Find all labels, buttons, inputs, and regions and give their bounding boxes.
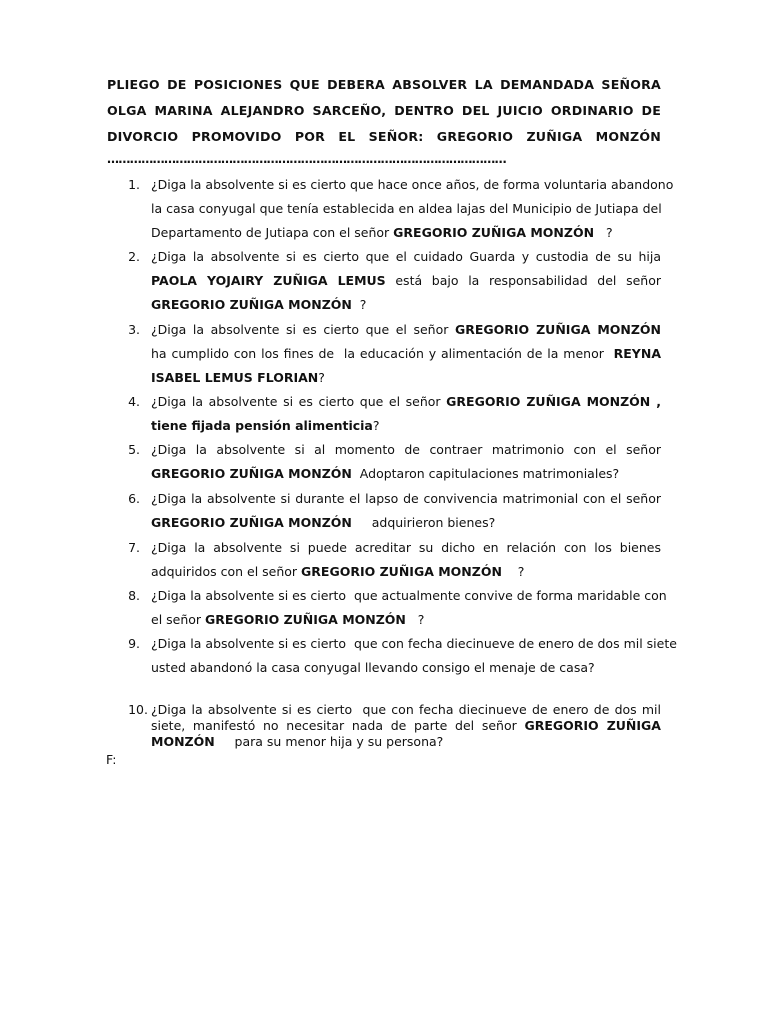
question-number: 8. <box>128 588 140 603</box>
question-text-segment: adquirieron bienes? <box>351 515 496 530</box>
question-text <box>151 584 667 632</box>
question-number: 1. <box>128 177 140 192</box>
question-line <box>151 718 661 734</box>
question-number: 9. <box>128 636 140 651</box>
question-text-segment: ¿Diga la absolvente si es cierto que el señor <box>151 322 455 337</box>
question-text-segment: ? <box>351 297 367 312</box>
question-text <box>151 632 677 680</box>
question-line <box>151 462 661 486</box>
footer-signature-label: F: <box>106 752 117 767</box>
question-line <box>151 414 661 438</box>
question-text-segment: ¿Diga la absolvente si puede acreditar su dicho en relación con los bienes <box>151 540 661 555</box>
question-line <box>151 366 661 390</box>
question-number: 6. <box>128 491 140 506</box>
question-line <box>151 511 661 535</box>
bold-name-text: GREGORIO ZUÑIGA MONZÓN <box>393 225 595 240</box>
bold-name-text: GREGORIO ZUÑIGA MONZÓN <box>151 466 352 481</box>
question-text-segment: Adoptaron capitulaciones matrimoniales? <box>351 466 620 481</box>
question-line <box>151 702 661 718</box>
question-text-segment: ? <box>318 370 325 385</box>
title-line: DIVORCIO PROMOVIDO POR EL SEÑOR: GREGORIO ZUÑIGA MONZÓN <box>107 129 661 144</box>
question-text-segment: ¿Diga la absolvente si durante el lapso de convivencia matrimonial con el señor <box>151 491 661 506</box>
question-line <box>151 584 667 608</box>
bold-name-text: ISABEL LEMUS FLORIAN <box>151 370 319 385</box>
question-text-segment: ? <box>405 612 425 627</box>
bold-name-text: PAOLA YOJAIRY ZUÑIGA LEMUS <box>151 273 386 288</box>
question-text <box>151 245 661 317</box>
question-number: 10. <box>128 702 148 717</box>
bold-name-text: REYNA <box>613 346 661 361</box>
question-line <box>151 293 661 317</box>
question-text-segment: Departamento de Jutiapa con el señor <box>151 225 394 240</box>
question-text-segment: adquiridos con el señor <box>151 564 302 579</box>
question-line <box>151 536 661 560</box>
question-number: 2. <box>128 249 140 264</box>
bold-name-text: GREGORIO ZUÑIGA MONZÓN <box>301 564 502 579</box>
question-text-segment: ¿Diga la absolvente si es cierto que con fecha diecinueve de enero de dos mil <box>151 702 661 717</box>
question-text-segment: ¿Diga la absolvente si al momento de contraer matrimonio con el señor <box>151 442 661 457</box>
question-line <box>151 438 661 462</box>
question-line <box>151 632 677 656</box>
bold-name-text: GREGORIO ZUÑIGA MONZÓN , <box>446 394 661 409</box>
question-line <box>151 342 661 366</box>
question-text-segment: ¿Diga la absolvente si es cierto que el señor <box>151 394 447 409</box>
question-text-segment: ¿Diga la absolvente si es cierto que el cuidado Guarda y custodia de su hija <box>151 249 661 264</box>
question-text-segment: ¿Diga la absolvente si es cierto que actualmente convive de forma maridable con <box>151 588 667 603</box>
question-number: 7. <box>128 540 140 555</box>
question-text-segment: ? <box>372 418 380 433</box>
question-number: 3. <box>128 322 140 337</box>
bold-name-text: GREGORIO ZUÑIGA <box>524 718 661 733</box>
bold-name-text: GREGORIO ZUÑIGA MONZÓN <box>151 297 352 312</box>
question-text-segment: el señor <box>151 612 206 627</box>
question-text-segment: ¿Diga la absolvente si es cierto que hace once años, de forma voluntaria abandono <box>151 177 674 192</box>
bold-name-text: tiene fijada pensión alimenticia <box>151 418 373 433</box>
question-text-segment: siete, manifestó no necesitar nada de parte del señor <box>151 718 525 733</box>
bold-name-text: GREGORIO ZUÑIGA MONZÓN <box>205 612 406 627</box>
question-text <box>151 487 661 535</box>
question-text <box>151 318 661 390</box>
question-text-segment: usted abandonó la casa conyugal llevando consigo el menaje de casa? <box>151 660 595 675</box>
question-line <box>151 173 674 197</box>
title-line: OLGA MARINA ALEJANDRO SARCEÑO, DENTRO DEL JUICIO ORDINARIO DE <box>107 103 661 118</box>
question-line <box>151 245 661 269</box>
question-line <box>151 318 661 342</box>
question-text-segment: ha cumplido con los fines de la educación y alimentación de la menor <box>151 346 614 361</box>
question-line <box>151 197 661 221</box>
question-text-segment: la casa conyugal que tenía establecida en aldea lajas del Municipio de Jutiapa del <box>151 201 662 216</box>
question-text-segment: ? <box>501 564 525 579</box>
question-text <box>151 702 661 750</box>
question-text-segment: ? <box>594 225 613 240</box>
question-text-segment: para su menor hija y su persona? <box>214 734 444 749</box>
dotted-separator: …………………………………………………………………………………………… <box>107 152 507 166</box>
question-text <box>151 390 661 438</box>
question-line <box>151 608 661 632</box>
bold-name-text: GREGORIO ZUÑIGA MONZÓN <box>454 322 661 337</box>
question-line <box>151 734 661 750</box>
question-text <box>151 536 661 584</box>
question-number: 5. <box>128 442 140 457</box>
question-line <box>151 390 661 414</box>
title-line: PLIEGO DE POSICIONES QUE DEBERA ABSOLVER LA DEMANDADA SEÑORA <box>107 77 661 92</box>
question-line <box>151 560 661 584</box>
question-line <box>151 269 661 293</box>
question-number: 4. <box>128 394 140 409</box>
question-line <box>151 656 661 680</box>
question-line <box>151 221 661 245</box>
bold-name-text: MONZÓN <box>151 734 215 749</box>
question-text-segment: ¿Diga la absolvente si es cierto que con fecha diecinueve de enero de dos mil siete <box>151 636 677 651</box>
question-text-segment: está bajo la responsabilidad del señor <box>385 273 661 288</box>
question-line <box>151 487 661 511</box>
document-title <box>107 72 661 150</box>
question-text <box>151 173 674 245</box>
bold-name-text: GREGORIO ZUÑIGA MONZÓN <box>151 515 352 530</box>
question-text <box>151 438 661 486</box>
